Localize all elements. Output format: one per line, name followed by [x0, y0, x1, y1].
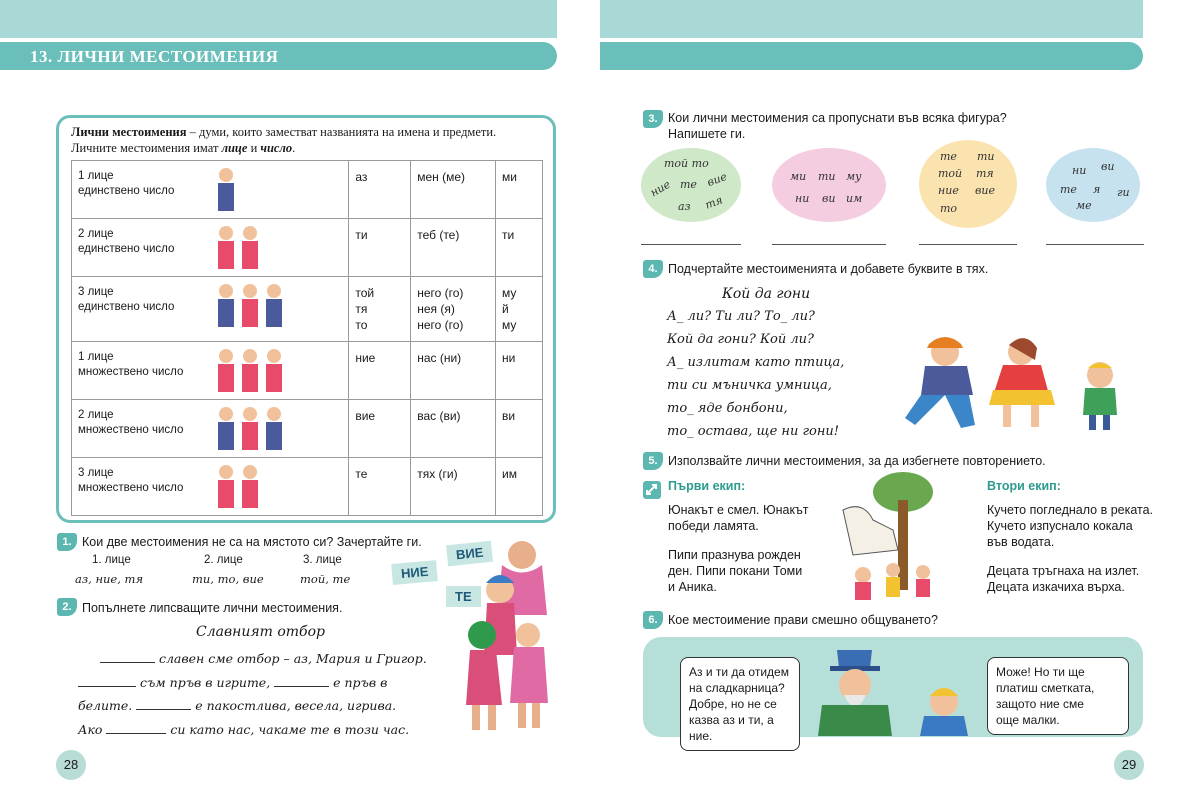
bubble-word: вие	[975, 184, 995, 197]
poem-line-text: си като нас, чакаме те в този час.	[166, 722, 410, 737]
figure-head	[219, 168, 233, 182]
bold-number: число	[260, 141, 293, 155]
person-label: 2 лице	[78, 228, 114, 240]
tag-te: ТЕ	[446, 586, 481, 607]
figure-body	[266, 299, 282, 327]
answer-line[interactable]	[772, 244, 886, 245]
exercise-number: 6.	[643, 611, 663, 629]
title-bar-right	[600, 42, 1143, 70]
poem-line	[78, 698, 396, 713]
pronoun-row	[72, 342, 543, 400]
bubble-word: той то	[664, 157, 709, 170]
figure-head	[219, 284, 233, 298]
figure-head	[267, 284, 281, 298]
pronoun-bubble-yellow	[919, 140, 1017, 228]
figure-illustration	[212, 462, 342, 512]
poem-line: А_ ли? Ти ли? То_ ли?	[667, 309, 815, 324]
person-number-cell	[72, 161, 349, 219]
short-form-cell: му й му	[496, 277, 543, 342]
figure-head	[243, 284, 257, 298]
bubble-word: ти	[977, 150, 995, 163]
answer-line[interactable]	[919, 244, 1017, 245]
poem-line: Кой да гони? Кой ли?	[667, 332, 814, 347]
bubble-word: ни	[795, 192, 810, 205]
pronoun-cell: ние	[349, 342, 411, 400]
teamwork-icon	[642, 480, 662, 500]
figure-body	[266, 364, 282, 392]
bubble-word: ви	[1101, 160, 1115, 173]
figure-body	[266, 422, 282, 450]
blank-field[interactable]	[78, 686, 136, 687]
poem-line-text: съм пръв в игрите,	[136, 675, 275, 690]
short-form-cell: ми	[496, 161, 543, 219]
poem-line-text: белите.	[78, 698, 137, 713]
team-one-title: Първи екип:	[668, 479, 746, 493]
children-illustration	[462, 535, 572, 735]
figure-body	[242, 422, 258, 450]
figure-head	[267, 349, 281, 363]
term: Лични местоимения	[71, 125, 187, 139]
pronoun-table	[71, 160, 543, 516]
figure-body	[242, 480, 258, 508]
poem-line	[100, 651, 427, 666]
bubble-word: то	[940, 202, 958, 215]
poem-title: Славният отбор	[196, 624, 325, 640]
short-form-cell: ти	[496, 219, 543, 277]
figure-body	[218, 241, 234, 269]
blank-field[interactable]	[106, 733, 166, 734]
bubble-word: ги	[1117, 186, 1130, 199]
figure-body	[218, 299, 234, 327]
figure-head	[219, 407, 233, 421]
short-form-cell: ви	[496, 400, 543, 458]
figure-head	[243, 349, 257, 363]
short-form-cell: ни	[496, 342, 543, 400]
blank-field[interactable]	[100, 662, 155, 663]
pronoun-row	[72, 458, 543, 516]
figure-head	[219, 226, 233, 240]
bubble-word: ние	[648, 177, 673, 200]
bubble-word: те	[680, 178, 697, 191]
poem-line	[78, 675, 387, 690]
number-label: единствено число	[78, 185, 175, 197]
and-text: и	[247, 141, 261, 155]
pronoun-bubble-pink	[772, 148, 886, 222]
team-two-text-b: Децата тръгнаха на излет. Децата изкачиха върха.	[987, 564, 1140, 594]
running-children-illustration	[885, 330, 1135, 435]
answer-line[interactable]	[1046, 244, 1144, 245]
number-label: множествено число	[78, 424, 184, 436]
info-definition	[71, 124, 541, 156]
bubble-word: му	[846, 170, 862, 183]
figure-body	[218, 183, 234, 211]
pronoun-cell: те	[349, 458, 411, 516]
poem-line: то_ яде бонбони,	[667, 401, 788, 416]
bubble-word: вие	[705, 169, 729, 190]
number-label: единствено число	[78, 301, 175, 313]
exercise-number: 3.	[643, 110, 663, 128]
person-number-cell	[72, 400, 349, 458]
figure-illustration	[212, 223, 342, 273]
full-form-cell: него (го) нея (я) него (го)	[411, 277, 496, 342]
figure-body	[218, 364, 234, 392]
bubble-word: ни	[1072, 164, 1087, 177]
exercise-title: Кои лични местоимения са пропуснати във всяка фигура? Напишете ги.	[668, 111, 1007, 141]
group-words[interactable]: ти, то, вие	[192, 572, 264, 586]
line2-prefix: Личните местоимения имат	[71, 141, 222, 155]
exercise-number: 2.	[57, 598, 77, 616]
info-box	[56, 115, 556, 523]
figure-head	[219, 349, 233, 363]
group-label: 3. лице	[303, 554, 342, 566]
bubble-word: ви	[822, 192, 836, 205]
horse-children-illustration	[833, 470, 948, 605]
group-words[interactable]: той, те	[300, 572, 351, 586]
figure-illustration	[212, 404, 342, 454]
figure-body	[218, 480, 234, 508]
pronoun-cell: той тя то	[349, 277, 411, 342]
pronoun-cell: вие	[349, 400, 411, 458]
exercise-title: Кои две местоимения не са на мястото си? Зачертайте ги.	[82, 535, 422, 549]
person-label: 1 лице	[78, 170, 114, 182]
bubble-word: аз	[678, 200, 691, 213]
exercise-title: Подчертайте местоименията и добавете буквите в тях.	[668, 262, 989, 276]
poem-line: А_ излитам като птица,	[667, 355, 845, 370]
figure-illustration	[212, 346, 342, 396]
team-two-title: Втори екип:	[987, 479, 1061, 493]
person-number-cell	[72, 342, 349, 400]
person-number-cell	[72, 219, 349, 277]
dot: .	[292, 141, 296, 155]
bubble-word: я	[1093, 183, 1101, 196]
figure-head	[243, 407, 257, 421]
pronoun-row	[72, 219, 543, 277]
tag-nie: НИЕ	[391, 560, 438, 585]
exercise-number: 1.	[57, 533, 77, 551]
exercise-title: Кое местоимение прави смешно общуването?	[668, 613, 938, 627]
bold-person: лице	[221, 141, 248, 155]
bubble-word: те	[1060, 183, 1077, 196]
figure-illustration	[212, 281, 342, 331]
blank-field[interactable]	[274, 686, 329, 687]
short-form-cell: им	[496, 458, 543, 516]
group-words[interactable]: аз, ние, тя	[75, 572, 144, 586]
page-title: 13. ЛИЧНИ МЕСТОИМЕНИЯ	[0, 42, 557, 70]
answer-line[interactable]	[641, 244, 741, 245]
team-one-text-a: Юнакът е смел. Юнакът победи ламята.	[668, 503, 809, 533]
definition-text: – думи, които заместват названията на имена и предмети.	[186, 125, 497, 139]
person-label: 2 лице	[78, 409, 114, 421]
bubble-word: ме	[1076, 199, 1092, 212]
figure-body	[242, 364, 258, 392]
pronoun-row	[72, 400, 543, 458]
number-label: единствено число	[78, 243, 175, 255]
pronoun-cell: аз	[349, 161, 411, 219]
poem-line-text: е пръв в	[329, 675, 388, 690]
bubble-word: тя	[976, 167, 994, 180]
number-label: множествено число	[78, 482, 184, 494]
figure-head	[267, 407, 281, 421]
pronoun-row	[72, 277, 543, 342]
figure-head	[243, 226, 257, 240]
poem-line: ти си мъничка умница,	[667, 378, 832, 393]
exercise-title: Използвайте лични местоимения, за да избегнете повторението.	[668, 454, 1046, 468]
page-number-left: 28	[56, 750, 86, 780]
figure-body	[242, 241, 258, 269]
full-form-cell: теб (те)	[411, 219, 496, 277]
speech-bubble-left: Аз и ти да отидем на сладкарница? Добре, но не се казва аз и ти, а ние.	[680, 657, 800, 751]
person-label: 3 лице	[78, 467, 114, 479]
bubble-word: им	[846, 192, 863, 205]
poem-line	[78, 722, 409, 737]
figure-head	[243, 465, 257, 479]
poem-line: то_ остава, ще ни гони!	[667, 424, 840, 439]
exercise-number: 5.	[643, 452, 663, 470]
full-form-cell: вас (ви)	[411, 400, 496, 458]
blank-field[interactable]	[136, 709, 191, 710]
pronoun-cell: ти	[349, 219, 411, 277]
figure-body	[218, 422, 234, 450]
group-label: 1. лице	[92, 554, 131, 566]
group-label: 2. лице	[204, 554, 243, 566]
person-label: 1 лице	[78, 351, 114, 363]
poem-line-text: славен сме отбор – аз, Мария и Григор.	[155, 651, 427, 666]
exercise-title: Попълнете липсващите лични местоимения.	[82, 601, 343, 615]
bubble-word: тя	[703, 193, 725, 212]
page-number-right: 29	[1114, 750, 1144, 780]
speech-bubble-right: Може! Но ти ще платиш сметката, защото ние сме още малки.	[987, 657, 1129, 735]
bubble-word: ти	[818, 170, 836, 183]
number-label: множествено число	[78, 366, 184, 378]
old-man-boy-illustration	[812, 640, 984, 736]
full-form-cell: нас (ни)	[411, 342, 496, 400]
full-form-cell: мен (ме)	[411, 161, 496, 219]
figure-body	[242, 299, 258, 327]
poem-line-text: е пакостлива, весела, игрива.	[191, 698, 397, 713]
bubble-word: ми	[790, 170, 807, 183]
team-one-text-b: Пипи празнува рожден ден. Пипи покани Томи и Аника.	[668, 548, 803, 594]
tag-vie: ВИЕ	[446, 541, 493, 567]
person-label: 3 лице	[78, 286, 114, 298]
figure-illustration	[212, 165, 342, 215]
person-number-cell	[72, 458, 349, 516]
bubble-word: те	[940, 150, 957, 163]
bubble-word: ние	[938, 184, 959, 197]
full-form-cell: тях (ги)	[411, 458, 496, 516]
figure-head	[219, 465, 233, 479]
top-band-right	[600, 0, 1143, 38]
exercise-number: 4.	[643, 260, 663, 278]
poem-title: Кой да гони	[722, 286, 811, 302]
person-number-cell	[72, 277, 349, 342]
top-band-left	[0, 0, 557, 38]
poem-line-text: Ако	[78, 722, 107, 737]
team-two-text-a: Кучето погледнало в реката. Кучето изпуснало кокала във водата.	[987, 503, 1154, 549]
bubble-word: той	[938, 167, 963, 180]
pronoun-row	[72, 161, 543, 219]
